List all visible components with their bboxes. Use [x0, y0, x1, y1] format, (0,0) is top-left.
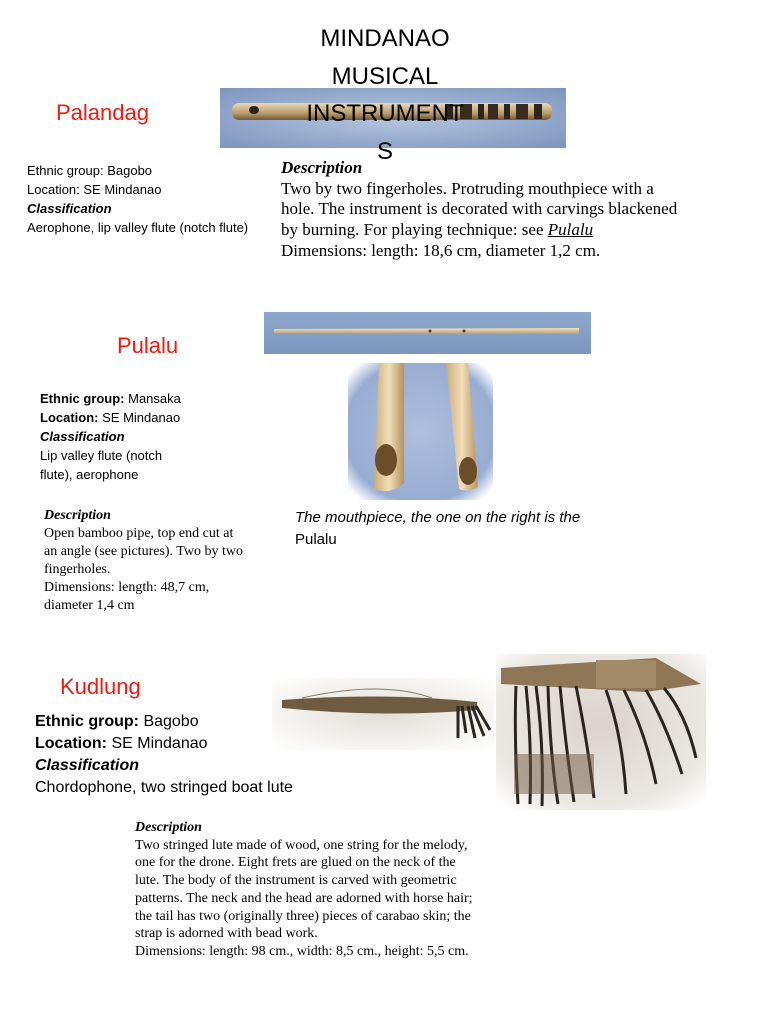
page-title: [290, 20, 480, 170]
title-line: S: [376, 137, 393, 165]
pulalu-heading: Pulalu: [117, 333, 179, 358]
palandag-info: [27, 161, 277, 237]
kudlung-description-line: the tail has two (originally three) pieces of carabao skin; the: [135, 908, 471, 924]
pulalu-ethnic-value: Mansaka: [128, 391, 181, 406]
kudlung-description-label: Description: [135, 820, 202, 835]
pulalu-location-label: Location:: [40, 410, 99, 425]
kudlung-heading: Kudlung: [60, 674, 141, 699]
palandag-dimensions: Dimensions: length: 18,6 cm, diameter 1,2 cm.: [281, 240, 601, 260]
kudlung-ethnic-label: Ethnic group:: [35, 713, 139, 730]
palandag-classification: Aerophone, lip valley flute (notch flute): [27, 220, 249, 235]
palandag-description-body: [281, 179, 691, 241]
palandag-heading: Palandag: [56, 100, 149, 125]
pulalu-link[interactable]: Pulalu: [547, 220, 594, 240]
title-line: INSTRUMENT: [306, 100, 464, 127]
pulalu-mouthpiece-photo: [348, 363, 493, 500]
palandag-description: [281, 158, 691, 262]
pulalu-caption: [295, 507, 585, 551]
pulalu-description-label: Description: [44, 508, 111, 523]
kudlung-dimensions: Dimensions: length: 98 cm., width: 8,5 cm., height: 5,5 cm.: [135, 943, 469, 959]
palandag-location: Location: SE Mindanao: [27, 182, 162, 197]
title-line: MUSICAL: [331, 62, 439, 90]
kudlung-classification-label: Classification: [35, 757, 140, 774]
palandag-ethnic: Ethnic group: Bagobo: [27, 163, 153, 178]
title-line: MINDANAO: [320, 25, 450, 52]
kudlung-description-line: one for the drone. Eight frets are glued on the neck of the: [135, 855, 456, 871]
pulalu-ethnic-label: Ethnic group:: [40, 391, 125, 406]
pulalu-location: [40, 408, 210, 427]
kudlung-detail-photo: [496, 654, 706, 810]
pulalu-info: [40, 389, 210, 484]
kudlung-ethnic-value: Bagobo: [143, 713, 199, 730]
pulalu-description-text: Open bamboo pipe, top end cut at an angle (see pictures). Two by two fingerholes.: [44, 526, 243, 577]
kudlung-location-label: Location:: [35, 735, 107, 752]
kudlung-description: [135, 819, 535, 961]
pulalu-ethnic: [40, 389, 210, 408]
kudlung-classification: Chordophone, two stringed boat lute: [35, 779, 293, 796]
pulalu-description: [44, 507, 244, 615]
pulalu-classification: Lip valley flute (notch flute), aerophone: [40, 448, 163, 482]
kudlung-description-line: patterns. The neck and the head are adorned with horse hair;: [135, 890, 473, 906]
pulalu-photo: [264, 312, 591, 354]
palandag-description-label: Description: [281, 158, 363, 177]
kudlung-location-value: SE Mindanao: [111, 735, 208, 752]
kudlung-description-line: strap is adorned with bead work.: [135, 926, 318, 942]
kudlung-description-line: Two stringed lute made of wood, one string for the melody,: [135, 837, 468, 853]
kudlung-info: [35, 711, 335, 799]
kudlung-location: [35, 733, 335, 755]
kudlung-ethnic: [35, 711, 335, 733]
palandag-description-text: Two by two fingerholes. Protruding mouthpiece with a hole. The instrument is decorated with carvings blackened by burning. For playing technique: see: [281, 178, 678, 240]
kudlung-description-line: lute. The body of the instrument is carved with geometric: [135, 873, 457, 889]
palandag-classification-label: Classification: [27, 201, 112, 216]
pulalu-location-value: SE Mindanao: [102, 410, 181, 425]
pulalu-caption-italic: The mouthpiece, the one on the right is the: [295, 509, 581, 526]
pulalu-dimensions: Dimensions: length: 48,7 cm, diameter 1,4 cm: [44, 580, 210, 613]
pulalu-caption-name: Pulalu: [295, 531, 337, 548]
pulalu-classification-label: Classification: [40, 429, 125, 444]
